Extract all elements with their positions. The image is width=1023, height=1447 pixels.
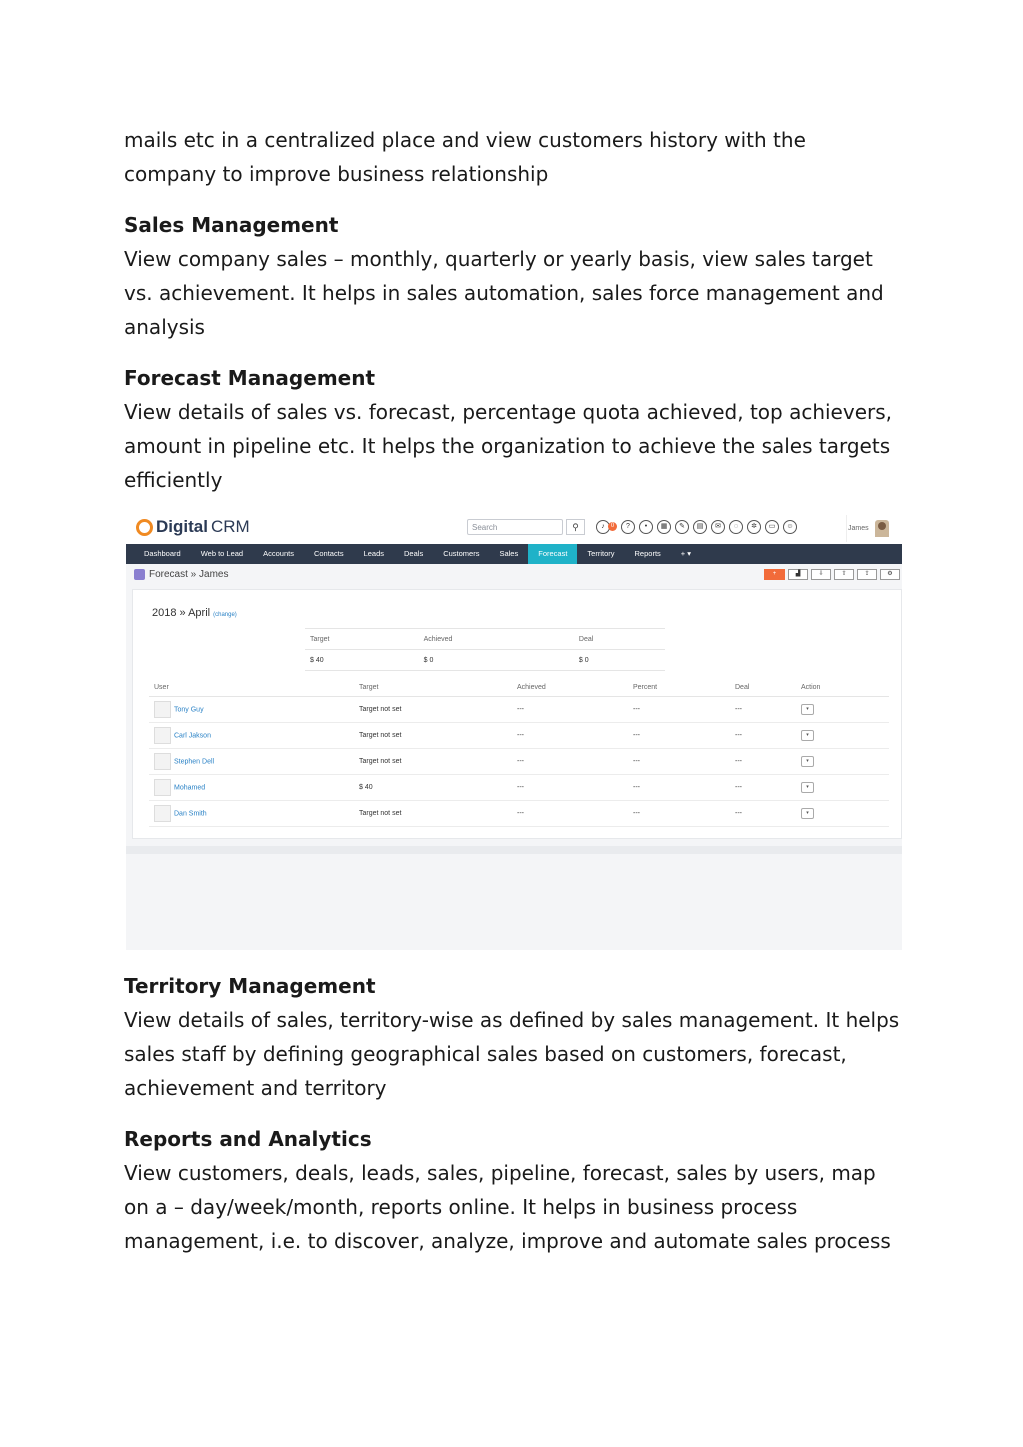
divider	[846, 515, 847, 542]
cell-target: Target not set	[354, 801, 512, 827]
section-body: View details of sales, territory-wise as defined by sales management. It helps sales staff by defining geographical sales based on customers, forecast, achievement and territory	[124, 1008, 900, 1100]
mail-icon[interactable]: ✉	[711, 520, 725, 534]
cell-achieved: ---	[512, 723, 628, 749]
section-heading: Sales Management	[124, 213, 339, 237]
summary-value-target: $ 40	[305, 650, 419, 671]
user-name-link[interactable]: Tony Guy	[174, 706, 204, 714]
cell-deal: ---	[730, 775, 796, 801]
section-reports-analytics	[124, 1122, 904, 1258]
user-menu[interactable]	[848, 520, 889, 537]
row-action-dropdown-icon[interactable]: ▾	[801, 756, 814, 767]
section-sales-management	[124, 208, 904, 344]
summary-header-deal: Deal	[574, 629, 665, 650]
crm-screenshot	[126, 513, 902, 950]
cell-achieved: ---	[512, 801, 628, 827]
breadcrumb	[134, 569, 228, 580]
cell-target: $ 40	[354, 775, 512, 801]
search-icon[interactable]: ⚲	[566, 519, 585, 535]
action-buttons	[764, 569, 900, 580]
chart-icon[interactable]: ▟	[788, 569, 808, 580]
download-icon[interactable]: ⇩	[811, 569, 831, 580]
upload-icon[interactable]: ⇧	[834, 569, 854, 580]
top-text-block	[124, 123, 904, 497]
help-icon[interactable]: ?	[621, 520, 635, 534]
intro-paragraph: mails etc in a centralized place and view customers history with the company to improve business relationship	[124, 128, 806, 186]
nav-tab-forecast[interactable]: Forecast	[528, 544, 577, 564]
section-heading: Forecast Management	[124, 366, 376, 390]
summary-value-deal: $ 0	[574, 650, 665, 671]
nav-tab-dashboard[interactable]: Dashboard	[144, 549, 181, 558]
user-avatar	[154, 727, 171, 744]
settings-icon[interactable]: ✲	[747, 520, 761, 534]
forecast-user-icon	[134, 569, 145, 580]
section-heading: Territory Management	[124, 974, 376, 998]
user-name: James	[848, 525, 869, 532]
nav-tab-deals[interactable]: Deals	[404, 549, 424, 558]
cell-deal: ---	[730, 749, 796, 775]
table-row	[149, 775, 889, 801]
nav-add-menu[interactable]: + ▾	[680, 549, 692, 558]
nav-tab-customers[interactable]: Customers	[443, 549, 480, 558]
period-selector	[152, 607, 237, 619]
avatar	[875, 520, 889, 537]
row-action-dropdown-icon[interactable]: ▾	[801, 808, 814, 819]
breadcrumb-text[interactable]: Forecast » James	[149, 569, 229, 580]
main-nav	[126, 544, 902, 564]
notification-bell-icon[interactable]: ♪	[596, 520, 610, 534]
share-icon[interactable]: ⇪	[857, 569, 877, 580]
forecast-panel	[132, 589, 902, 839]
location-pin-icon[interactable]: •	[639, 520, 653, 534]
cell-deal: ---	[730, 801, 796, 827]
section-body: View customers, deals, leads, sales, pipeline, forecast, sales by users, map on a – day/week/month, reports online. It helps in business process management, i.e. to discover, analyze, improve and automate sales process	[124, 1161, 891, 1253]
bottom-text-block	[124, 969, 904, 1258]
cell-target: Target not set	[354, 749, 512, 775]
row-action-dropdown-icon[interactable]: ▾	[801, 730, 814, 741]
document-icon[interactable]: ▤	[693, 520, 707, 534]
cell-achieved: ---	[512, 697, 628, 723]
summary-table	[305, 628, 665, 671]
section-heading: Reports and Analytics	[124, 1127, 372, 1151]
period-change-link[interactable]: (change)	[213, 612, 237, 618]
settings-gear-icon[interactable]: ⚙	[880, 569, 900, 580]
column-header-percent: Percent	[628, 678, 730, 697]
video-icon[interactable]: ▭	[765, 520, 779, 534]
user-name-link[interactable]: Mohamed	[174, 784, 206, 792]
screenshot-footer-bar	[126, 846, 902, 854]
logo-ring-icon	[136, 519, 153, 536]
column-header-action: Action	[796, 678, 889, 697]
user-avatar	[154, 805, 171, 822]
cell-achieved: ---	[512, 775, 628, 801]
nav-tab-territory[interactable]: Territory	[587, 549, 615, 558]
nav-tab-contacts[interactable]: Contacts	[313, 549, 344, 558]
period-label: 2018 » April	[152, 607, 211, 619]
chat-icon[interactable]: ◌	[729, 520, 743, 534]
summary-value-achieved: $ 0	[419, 650, 574, 671]
cell-percent: ---	[628, 801, 730, 827]
column-header-user: User	[149, 678, 354, 697]
crm-topbar	[126, 513, 902, 544]
table-row	[149, 723, 889, 749]
cell-deal: ---	[730, 723, 796, 749]
nav-tab-leads[interactable]: Leads	[363, 549, 385, 558]
add-button[interactable]: +	[764, 569, 785, 580]
user-avatar	[154, 753, 171, 770]
section-body: View company sales – monthly, quarterly or yearly basis, view sales target vs. achievement. It helps in sales automation, sales force management and analysis	[124, 247, 884, 339]
column-header-deal: Deal	[730, 678, 796, 697]
wrench-icon[interactable]: ✎	[675, 520, 689, 534]
search-input[interactable]: Search	[467, 519, 563, 535]
nav-tab-sales[interactable]: Sales	[499, 549, 519, 558]
user-name-link[interactable]: Carl Jakson	[174, 732, 211, 740]
cell-percent: ---	[628, 697, 730, 723]
table-row	[149, 801, 889, 827]
user-avatar	[154, 779, 171, 796]
user-circle-icon[interactable]: ☺	[783, 520, 797, 534]
logo-brand: Digital	[156, 517, 208, 536]
user-avatar	[154, 701, 171, 718]
column-header-achieved: Achieved	[512, 678, 628, 697]
cell-achieved: ---	[512, 749, 628, 775]
calendar-icon[interactable]: ▦	[657, 520, 671, 534]
cell-target: Target not set	[354, 723, 512, 749]
cell-percent: ---	[628, 723, 730, 749]
cell-percent: ---	[628, 775, 730, 801]
column-header-target: Target	[354, 678, 512, 697]
cell-percent: ---	[628, 749, 730, 775]
users-table	[149, 678, 889, 827]
cell-target: Target not set	[354, 697, 512, 723]
section-body: View details of sales vs. forecast, percentage quota achieved, top achievers, amount in pipeline etc. It helps the organization to achieve the sales targets efficiently	[124, 400, 892, 492]
nav-tab-accounts[interactable]: Accounts	[263, 549, 294, 558]
nav-tab-web-to-lead[interactable]: Web to Lead	[200, 549, 244, 558]
section-territory-management	[124, 969, 904, 1105]
table-row	[149, 697, 889, 723]
section-forecast-management	[124, 361, 904, 497]
table-row	[149, 749, 889, 775]
toolbar-icons	[596, 520, 797, 534]
summary-header-target: Target	[305, 629, 419, 650]
summary-header-achieved: Achieved	[419, 629, 574, 650]
crm-logo[interactable]	[136, 517, 250, 537]
row-action-dropdown-icon[interactable]: ▾	[801, 782, 814, 793]
user-name-link[interactable]: Dan Smith	[174, 810, 207, 818]
row-action-dropdown-icon[interactable]: ▾	[801, 704, 814, 715]
logo-suffix: CRM	[210, 517, 250, 536]
cell-deal: ---	[730, 697, 796, 723]
nav-tab-reports[interactable]: Reports	[634, 549, 661, 558]
notification-badge: 0	[608, 522, 617, 531]
user-name-link[interactable]: Stephen Dell	[174, 758, 215, 766]
